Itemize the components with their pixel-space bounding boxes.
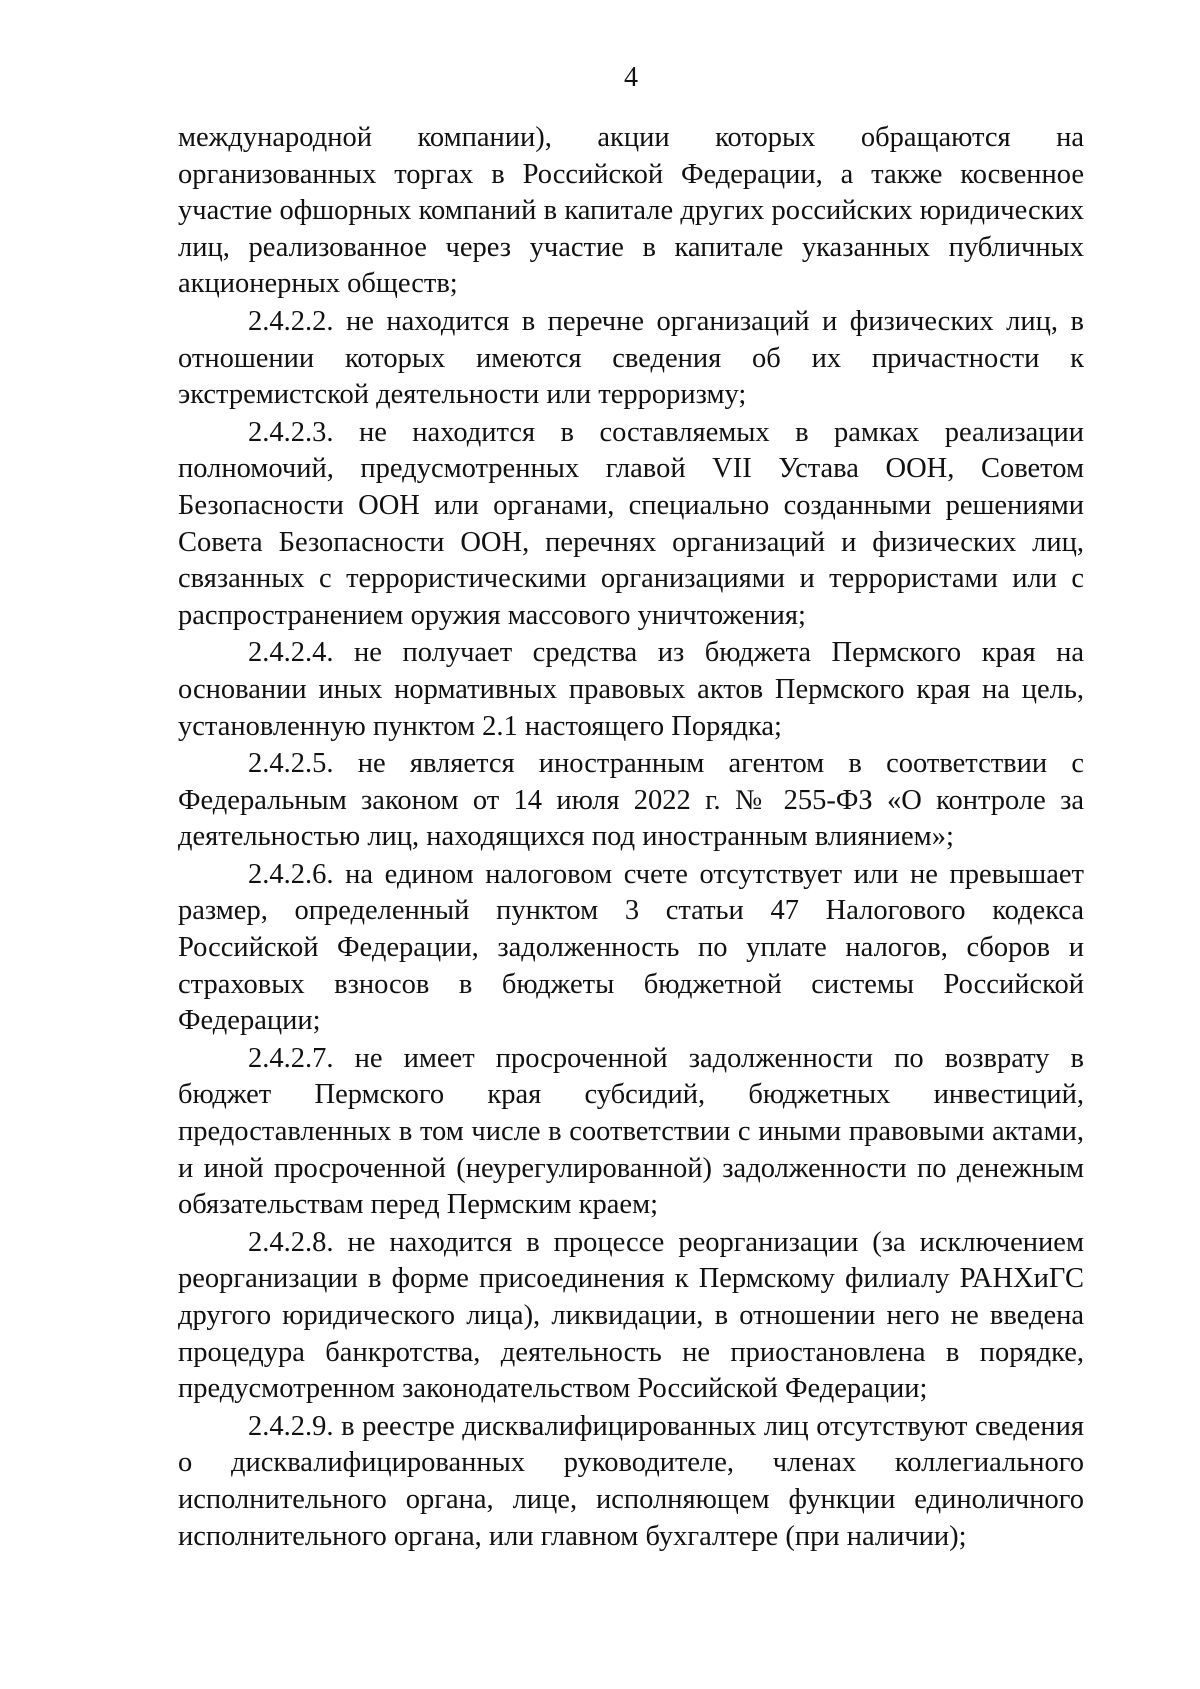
paragraph-2-4-2-5: 2.4.2.5. не является иностранным агентом в соответствии с Федеральным законом от 14 июля 2022 г. № 255-ФЗ «О контроле за деятельностью лиц, находящихся под иностранным влиянием»; xyxy=(178,748,1084,853)
paragraph-2-4-2-9: 2.4.2.9. в реестре дисквалифицированных лиц отсутствуют сведения о дисквалифицированных руководителе, членах коллегиального исполнительного органа, лице, исполняющем функции единоличного исполнительного органа, или главном бухгалтере (при наличии); xyxy=(178,1410,1084,1552)
paragraph-continuation: международной компании), акции которых обращаются на организованных торгах в Российской Федерации, а также косвенное участие офшорных компаний в капитале других российских юридических лиц, реализованное через участие в капитале указанных публичных акционерных обществ; xyxy=(178,122,1084,300)
paragraph-2-4-2-8: 2.4.2.8. не находится в процессе реорганизации (за исключением реорганизации в форме присоединения к Пермскому филиалу РАНХиГС другого юридического лица), ликвидации, в отношении него не введена процедура банкротства, деятельность не приостановлена в порядке, предусмотренном законодательством Российской Федерации; xyxy=(178,1226,1084,1405)
page-number: 4 xyxy=(624,62,638,93)
paragraph-2-4-2-6: 2.4.2.6. на едином налоговом счете отсутствует или не превышает размер, определенный пунктом 3 статьи 47 Налогового кодекса Российской Федерации, задолженность по уплате налогов, сборов и страховых взносов в бюджеты бюджетной системы Российской Федерации; xyxy=(178,858,1084,1037)
document-body xyxy=(178,120,1084,1555)
paragraph-2-4-2-3: 2.4.2.3. не находится в составляемых в рамках реализации полномочий, предусмотренных главой VII Устава ООН, Советом Безопасности ООН или органами, специально созданными решениями Совета Безопасности ООН, перечнях организаций и физических лиц, связанных с террористическими организациями и террористами или с распространением оружия массового уничтожения; xyxy=(178,416,1084,631)
paragraph-2-4-2-7: 2.4.2.7. не имеет просроченной задолженности по возврату в бюджет Пермского края субсидий, бюджетных инвестиций, предоставленных в том числе в соответствии с иными правовыми актами, и иной просроченной (неурегулированной) задолженности по денежным обязательствам перед Пермским краем; xyxy=(178,1042,1084,1221)
paragraph-2-4-2-2: 2.4.2.2. не находится в перечне организаций и физических лиц, в отношении которых имеются сведения об их причастности к экстремистской деятельности или терроризму; xyxy=(178,305,1084,411)
paragraph-2-4-2-4: 2.4.2.4. не получает средства из бюджета Пермского края на основании иных нормативных правовых актов Пермского края на цель, установленную пунктом 2.1 настоящего Порядка; xyxy=(178,637,1084,742)
